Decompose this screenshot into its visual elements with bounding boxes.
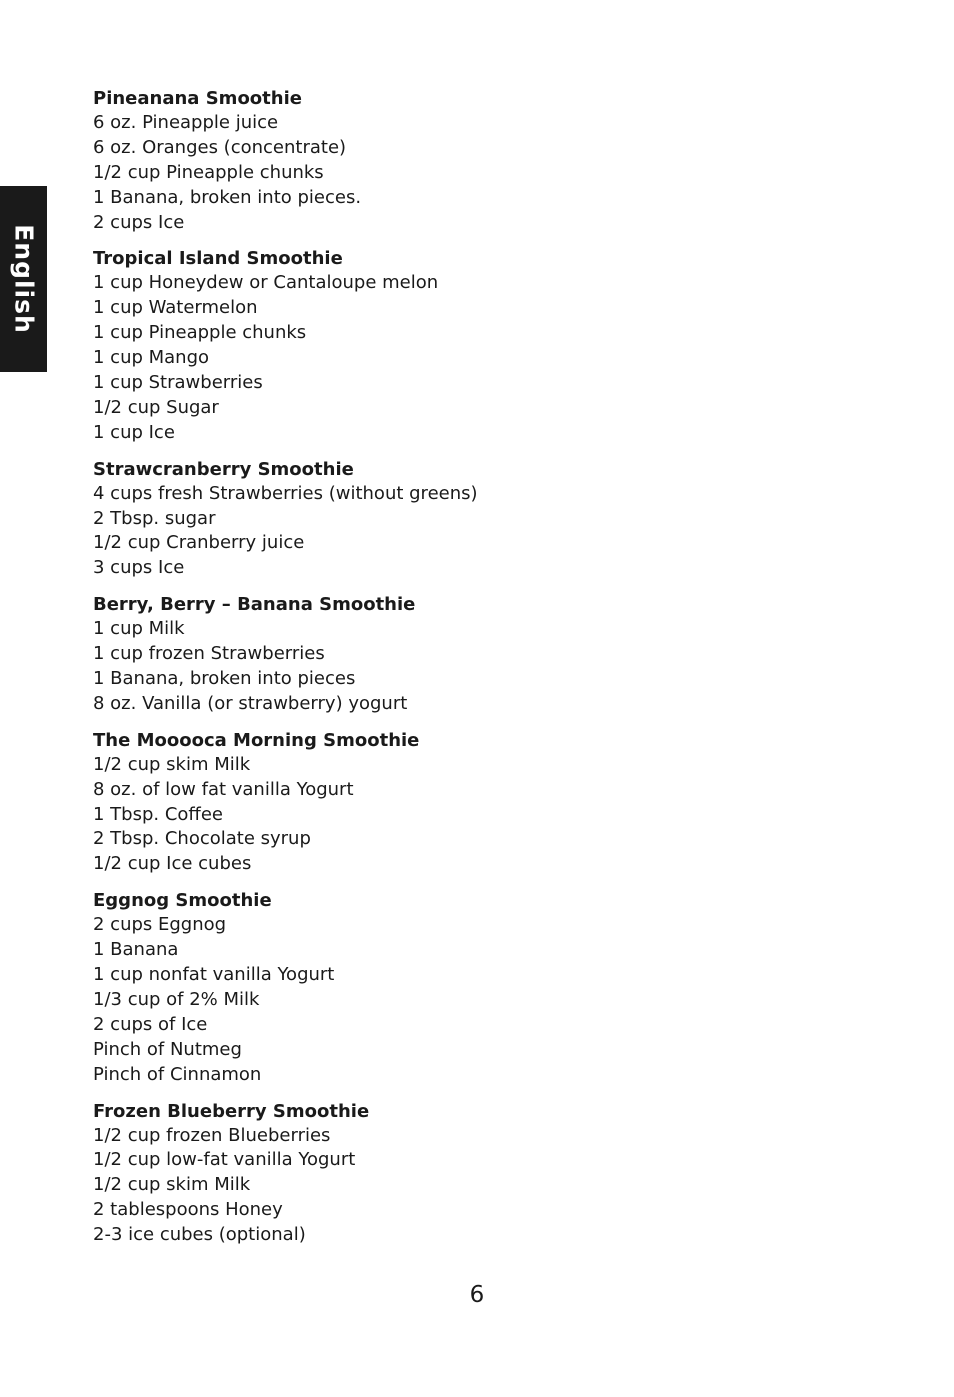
- recipe-eggnog-smoothie: [93, 888, 793, 1087]
- recipe-title: Frozen Blueberry Smoothie: [93, 1100, 370, 1122]
- ingredient-item: 1/3 cup of 2% Milk: [93, 988, 260, 1010]
- ingredient-list: [93, 482, 793, 582]
- ingredient-list: [93, 1124, 793, 1248]
- recipe-pineanana-smoothie: [93, 86, 793, 235]
- ingredient-item: 1 cup Pineapple chunks: [93, 322, 307, 344]
- ingredient-item: 1/2 cup Sugar: [93, 396, 219, 418]
- ingredient-item: 4 cups fresh Strawberries (without greens): [93, 482, 478, 504]
- ingredient-item: 1 cup Mango: [93, 347, 210, 369]
- ingredient-item: 2-3 ice cubes (optional): [93, 1224, 306, 1246]
- ingredient-item: 1 cup Honeydew or Cantaloupe melon: [93, 272, 439, 294]
- recipe-title: Strawcranberry Smoothie: [93, 458, 354, 480]
- ingredient-item: 8 oz. of low fat vanilla Yogurt: [93, 778, 354, 800]
- ingredient-item: Pinch of Nutmeg: [93, 1038, 242, 1060]
- ingredient-list: [93, 753, 793, 877]
- ingredient-item: 1 Banana, broken into pieces.: [93, 186, 362, 208]
- ingredient-item: 1 cup Watermelon: [93, 297, 258, 319]
- recipe-title: The Mooooca Morning Smoothie: [93, 729, 420, 751]
- ingredient-list: [93, 913, 793, 1087]
- ingredient-item: 1/2 cup Ice cubes: [93, 853, 252, 875]
- ingredient-item: 1/2 cup Pineapple chunks: [93, 161, 324, 183]
- page-number: 6: [469, 1282, 485, 1308]
- ingredient-item: 3 cups Ice: [93, 557, 185, 579]
- ingredient-item: 2 Tbsp. sugar: [93, 507, 216, 529]
- ingredient-item: 1 cup Ice: [93, 421, 175, 443]
- ingredient-item: 1 cup Strawberries: [93, 372, 263, 394]
- recipe-title: Tropical Island Smoothie: [93, 248, 343, 270]
- ingredient-item: 1 Banana, broken into pieces: [93, 668, 356, 690]
- recipe-strawcranberry-smoothie: [93, 457, 793, 582]
- recipe-title: Pineanana Smoothie: [93, 88, 302, 109]
- ingredient-item: 1 cup frozen Strawberries: [93, 643, 325, 665]
- recipe-list: [93, 86, 793, 1259]
- ingredient-item: 1 Banana: [93, 939, 179, 961]
- recipe-title: Berry, Berry – Banana Smoothie: [93, 594, 416, 616]
- recipe-frozen-blueberry-smoothie: [93, 1099, 793, 1248]
- ingredient-item: 1/2 cup skim Milk: [93, 1174, 251, 1196]
- ingredient-item: 1/2 cup skim Milk: [93, 753, 251, 775]
- ingredient-item: 1 cup nonfat vanilla Yogurt: [93, 964, 335, 986]
- language-tab: [0, 186, 47, 372]
- ingredient-item: 1/2 cup frozen Blueberries: [93, 1124, 331, 1146]
- ingredient-item: 1/2 cup low-fat vanilla Yogurt: [93, 1149, 356, 1171]
- ingredient-item: 1 cup Milk: [93, 618, 185, 640]
- ingredient-item: 2 cups of Ice: [93, 1013, 208, 1035]
- recipe-berry-banana-smoothie: [93, 592, 793, 717]
- ingredient-item: 2 cups Eggnog: [93, 914, 227, 936]
- ingredient-item: 2 Tbsp. Chocolate syrup: [93, 828, 311, 850]
- ingredient-list: [93, 271, 793, 445]
- ingredient-item: 6 oz. Oranges (concentrate): [93, 136, 347, 158]
- ingredient-item: 2 cups Ice: [93, 211, 185, 233]
- ingredient-item: 6 oz. Pineapple juice: [93, 112, 279, 133]
- ingredient-item: Pinch of Cinnamon: [93, 1063, 262, 1085]
- recipe-tropical-island-smoothie: [93, 246, 793, 445]
- ingredient-item: 1 Tbsp. Coffee: [93, 803, 223, 825]
- language-tab-label: English: [9, 224, 38, 334]
- ingredient-item: 2 tablespoons Honey: [93, 1199, 283, 1221]
- recipe-title: Eggnog Smoothie: [93, 890, 272, 912]
- recipe-mooooca-morning-smoothie: [93, 728, 793, 877]
- ingredient-item: 8 oz. Vanilla (or strawberry) yogurt: [93, 692, 408, 714]
- ingredient-item: 1/2 cup Cranberry juice: [93, 532, 305, 554]
- ingredient-list: [93, 111, 793, 235]
- ingredient-list: [93, 617, 793, 717]
